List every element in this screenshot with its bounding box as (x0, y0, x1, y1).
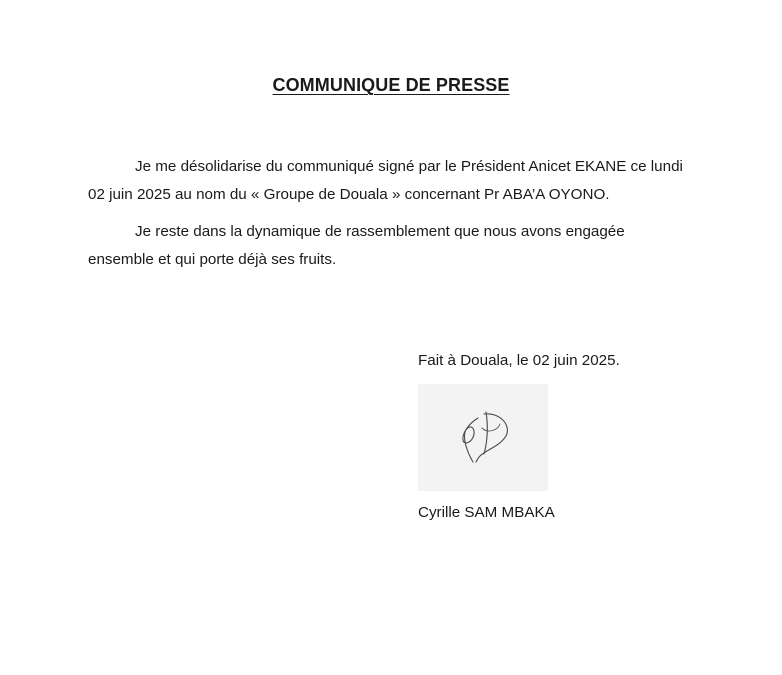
paragraph-2 (88, 218, 688, 274)
paragraph-1 (88, 153, 688, 209)
paragraph-2-text: Je reste dans la dynamique de rassemblement que nous avons engagée ensemble et qui porte déjà ses fruits. (88, 223, 625, 268)
handwritten-signature (418, 384, 548, 491)
place-date: Fait à Douala, le 02 juin 2025. (418, 352, 620, 369)
paragraph-1-text: Je me désolidarise du communiqué signé par le Président Anicet EKANE ce lundi 02 juin 2025 au nom du « Groupe de Douala » concernant Pr ABA’A OYONO. (88, 158, 683, 203)
signature-image (418, 384, 548, 491)
press-release-title: COMMUNIQUE DE PRESSE (272, 75, 510, 95)
signer-name: Cyrille SAM MBAKA (418, 504, 555, 521)
